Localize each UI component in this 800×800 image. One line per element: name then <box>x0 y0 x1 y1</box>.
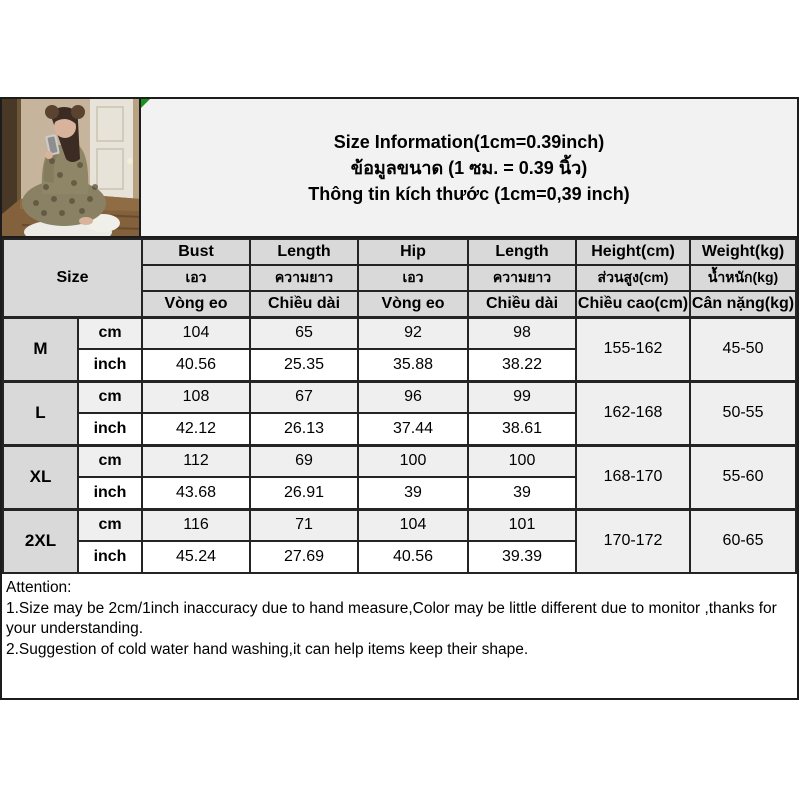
value-cell: 45.24 <box>142 541 250 573</box>
column-header-height-th: ส่วนสูง(cm) <box>576 265 690 291</box>
size-header-cell: Size <box>3 239 142 317</box>
title-line-th: ข้อมูลขนาด (1 ซม. = 0.39 นิ้ว) <box>350 157 588 178</box>
top-band <box>2 99 797 238</box>
value-cell: 67 <box>250 381 358 413</box>
value-cell: 96 <box>358 381 468 413</box>
title-line-en: Size Information(1cm=0.39inch) <box>333 131 605 152</box>
column-header-length2: Length <box>468 239 576 265</box>
attention-section <box>2 574 797 660</box>
size-cell-2xl: 2XL <box>3 509 78 573</box>
value-cell: 39 <box>358 477 468 509</box>
weight-range-cell: 60-65 <box>690 509 796 573</box>
column-header-hip-th: เอว <box>358 265 468 291</box>
value-cell: 38.22 <box>468 349 576 381</box>
value-cell: 42.12 <box>142 413 250 445</box>
value-cell: 40.56 <box>142 349 250 381</box>
value-cell: 98 <box>468 317 576 349</box>
column-header-bust-vi: Vòng eo <box>142 291 250 317</box>
product-photo-cell <box>2 99 141 236</box>
value-cell: 104 <box>142 317 250 349</box>
value-cell: 108 <box>142 381 250 413</box>
value-cell: 26.13 <box>250 413 358 445</box>
value-cell: 104 <box>358 509 468 541</box>
value-cell: 40.56 <box>358 541 468 573</box>
unit-cell-cm: cm <box>78 445 142 477</box>
attention-note-2: 2.Suggestion of cold water hand washing,it can help items keep their shape. <box>6 640 529 658</box>
column-header-weight-vi: Cân nặng(kg) <box>690 291 796 317</box>
weight-range-cell: 50-55 <box>690 381 796 445</box>
column-header-height-vi: Chiều cao(cm) <box>576 291 690 317</box>
size-cell-m: M <box>3 317 78 381</box>
size-cell-xl: XL <box>3 445 78 509</box>
unit-cell-cm: cm <box>78 509 142 541</box>
value-cell: 37.44 <box>358 413 468 445</box>
value-cell: 38.61 <box>468 413 576 445</box>
value-cell: 116 <box>142 509 250 541</box>
height-range-cell: 168-170 <box>576 445 690 509</box>
column-header-bust: Bust <box>142 239 250 265</box>
value-cell: 27.69 <box>250 541 358 573</box>
unit-cell-inch: inch <box>78 477 142 509</box>
cell-flag-icon <box>141 99 150 108</box>
column-header-hip: Hip <box>358 239 468 265</box>
value-cell: 100 <box>468 445 576 477</box>
unit-cell-inch: inch <box>78 349 142 381</box>
value-cell: 25.35 <box>250 349 358 381</box>
column-header-hip-vi: Vòng eo <box>358 291 468 317</box>
column-header-length2-th: ความยาว <box>468 265 576 291</box>
title-line-vi: Thông tin kích thước (1cm=0,39 inch) <box>308 183 630 204</box>
value-cell: 69 <box>250 445 358 477</box>
column-header-weight-th: น้ำหนัก(kg) <box>690 265 796 291</box>
column-header-length-vi: Chiều dài <box>250 291 358 317</box>
column-header-bust-th: เอว <box>142 265 250 291</box>
weight-range-cell: 45-50 <box>690 317 796 381</box>
height-range-cell: 162-168 <box>576 381 690 445</box>
column-header-height: Height(cm) <box>576 239 690 265</box>
title-cell <box>141 99 797 236</box>
value-cell: 101 <box>468 509 576 541</box>
value-cell: 65 <box>250 317 358 349</box>
size-cell-l: L <box>3 381 78 445</box>
column-header-weight: Weight(kg) <box>690 239 796 265</box>
size-table <box>2 238 797 574</box>
unit-cell-inch: inch <box>78 413 142 445</box>
weight-range-cell: 55-60 <box>690 445 796 509</box>
value-cell: 43.68 <box>142 477 250 509</box>
value-cell: 100 <box>358 445 468 477</box>
value-cell: 35.88 <box>358 349 468 381</box>
value-cell: 39.39 <box>468 541 576 573</box>
value-cell: 99 <box>468 381 576 413</box>
attention-heading: Attention: <box>6 579 72 596</box>
unit-cell-cm: cm <box>78 381 142 413</box>
product-photo-image <box>2 99 141 236</box>
attention-note-1: 1.Size may be 2cm/1inch inaccuracy due to hand measure,Color may be little different due to monitor ,thanks for your understanding. <box>6 599 777 637</box>
value-cell: 112 <box>142 445 250 477</box>
column-header-length-th: ความยาว <box>250 265 358 291</box>
unit-cell-inch: inch <box>78 541 142 573</box>
column-header-length: Length <box>250 239 358 265</box>
unit-cell-cm: cm <box>78 317 142 349</box>
height-range-cell: 170-172 <box>576 509 690 573</box>
value-cell: 26.91 <box>250 477 358 509</box>
value-cell: 39 <box>468 477 576 509</box>
value-cell: 71 <box>250 509 358 541</box>
value-cell: 92 <box>358 317 468 349</box>
height-range-cell: 155-162 <box>576 317 690 381</box>
size-chart-sheet <box>0 97 799 700</box>
column-header-length2-vi: Chiều dài <box>468 291 576 317</box>
